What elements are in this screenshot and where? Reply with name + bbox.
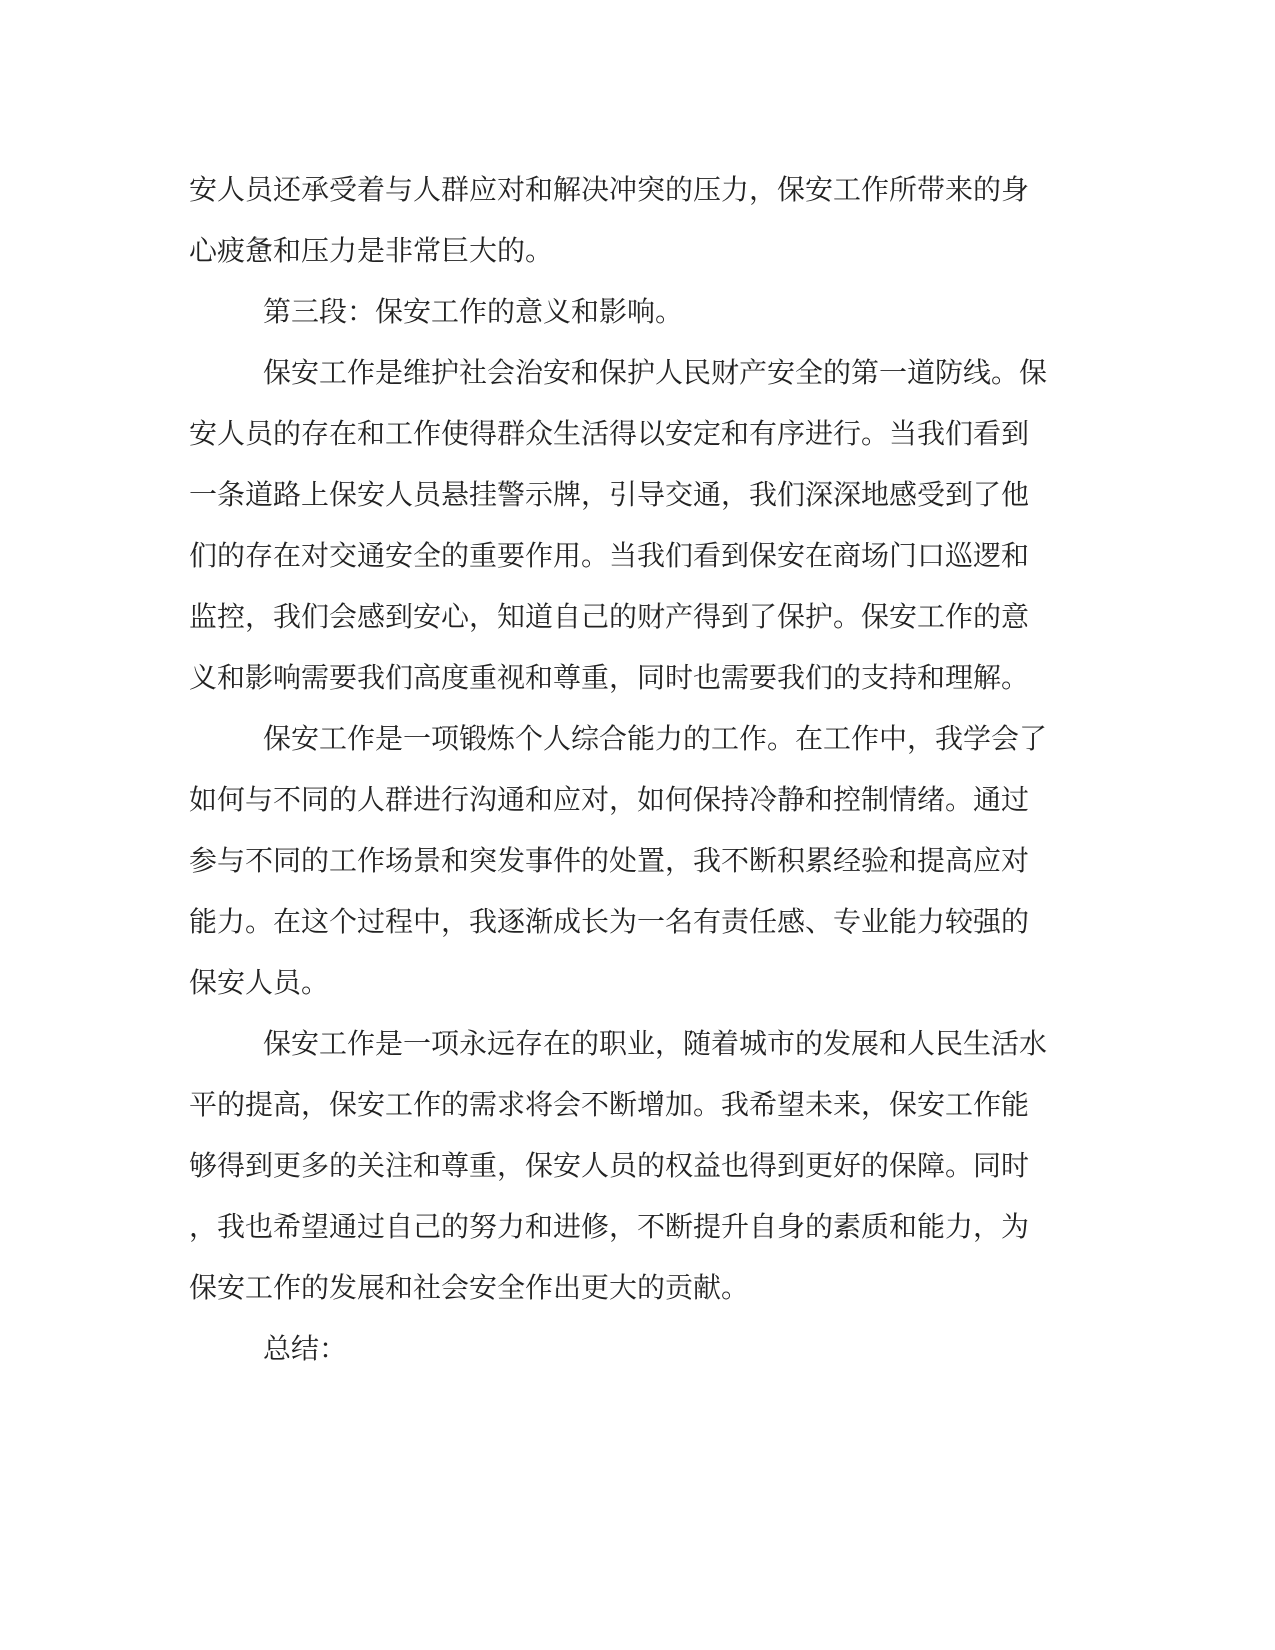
text-line: 保安工作是维护社会治安和保护人民财产安全的第一道防线。保: [263, 356, 1048, 389]
text-line: 保安人员。: [189, 966, 330, 999]
text-line: 一条道路上保安人员悬挂警示牌，引导交通，我们深深地感受到了他: [189, 478, 1030, 511]
text-line: 能力。在这个过程中，我逐渐成长为一名有责任感、专业能力较强的: [189, 905, 1030, 938]
section-heading: 第三段：保安工作的意义和影响。: [263, 295, 684, 328]
text-line: 参与不同的工作场景和突发事件的处置，我不断积累经验和提高应对: [189, 844, 1030, 877]
text-line: 如何与不同的人群进行沟通和应对，如何保持冷静和控制情绪。通过: [189, 783, 1030, 816]
text-line: 监控，我们会感到安心，知道自己的财产得到了保护。保安工作的意: [189, 600, 1030, 633]
text-line: 平的提高，保安工作的需求将会不断增加。我希望未来，保安工作能: [189, 1088, 1030, 1121]
text-line: 安人员的存在和工作使得群众生活得以安定和有序进行。当我们看到: [189, 417, 1030, 450]
document-body: [189, 159, 1069, 1379]
text-line: 保安工作是一项永远存在的职业，随着城市的发展和人民生活水: [263, 1027, 1048, 1060]
text-line: 义和影响需要我们高度重视和尊重，同时也需要我们的支持和理解。: [189, 661, 1030, 694]
text-line: 安人员还承受着与人群应对和解决冲突的压力，保安工作所带来的身: [189, 173, 1030, 206]
text-line: 保安工作是一项锻炼个人综合能力的工作。在工作中，我学会了: [263, 722, 1048, 755]
text-line: 心疲惫和压力是非常巨大的。: [189, 234, 554, 267]
text-line: 们的存在对交通安全的重要作用。当我们看到保安在商场门口巡逻和: [189, 539, 1030, 572]
text-line: 保安工作的发展和社会安全作出更大的贡献。: [189, 1271, 750, 1304]
text-line: 够得到更多的关注和尊重，保安人员的权益也得到更好的保障。同时: [189, 1149, 1030, 1182]
text-line: ，我也希望通过自己的努力和进修，不断提升自身的素质和能力，为: [189, 1210, 1030, 1243]
summary-heading: 总结：: [263, 1332, 348, 1365]
